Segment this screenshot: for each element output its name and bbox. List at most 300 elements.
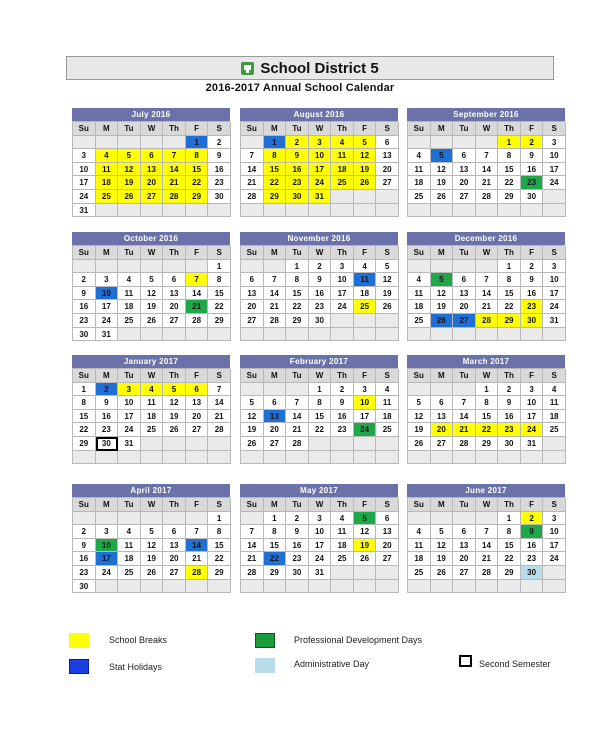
- day-cell: 19: [118, 176, 141, 190]
- day-cell: 25: [354, 300, 377, 314]
- day-cell: 4: [408, 273, 431, 287]
- day-cell: 27: [264, 437, 287, 451]
- empty-cell: [163, 260, 186, 274]
- day-cell: 3: [96, 525, 119, 539]
- day-cell: 9: [521, 525, 544, 539]
- day-cell: 17: [309, 539, 332, 553]
- empty-cell: [286, 580, 309, 594]
- empty-cell: [96, 451, 119, 465]
- day-cell: 21: [264, 300, 287, 314]
- weekday-header: Tu: [286, 122, 309, 136]
- day-cell: 15: [264, 539, 287, 553]
- empty-cell: [431, 328, 454, 342]
- day-cell: 12: [354, 525, 377, 539]
- day-cell: 15: [208, 287, 231, 301]
- weekday-header: Su: [241, 498, 264, 512]
- day-cell: 30: [96, 437, 119, 451]
- day-cell: 7: [208, 383, 231, 397]
- day-cell: 25: [408, 190, 431, 204]
- weekday-header: W: [141, 498, 164, 512]
- weekday-header: Su: [241, 369, 264, 383]
- empty-cell: [476, 260, 499, 274]
- day-cell: 6: [163, 273, 186, 287]
- empty-cell: [163, 580, 186, 594]
- weekday-header: Su: [408, 122, 431, 136]
- empty-cell: [264, 383, 287, 397]
- empty-cell: [96, 260, 119, 274]
- day-cell: 24: [309, 552, 332, 566]
- weekday-header: W: [309, 498, 332, 512]
- empty-cell: [163, 136, 186, 150]
- day-cell: 17: [543, 163, 566, 177]
- day-cell: 24: [96, 566, 119, 580]
- day-cell: 4: [408, 525, 431, 539]
- empty-cell: [186, 512, 209, 526]
- month-block: [407, 232, 565, 341]
- empty-cell: [521, 580, 544, 594]
- day-cell: 31: [309, 566, 332, 580]
- day-cell: 24: [543, 300, 566, 314]
- day-cell: 18: [543, 410, 566, 424]
- day-cell: 26: [141, 566, 164, 580]
- day-cell: 4: [408, 149, 431, 163]
- empty-cell: [431, 260, 454, 274]
- day-cell: 25: [331, 552, 354, 566]
- weekday-header: W: [309, 369, 332, 383]
- day-cell: 29: [476, 437, 499, 451]
- day-cell: 29: [498, 566, 521, 580]
- day-cell: 26: [163, 423, 186, 437]
- day-cell: 31: [521, 437, 544, 451]
- day-cell: 27: [241, 314, 264, 328]
- empty-cell: [309, 204, 332, 218]
- day-cell: 18: [118, 552, 141, 566]
- legend-label-professional-development: Professional Development Days: [294, 635, 423, 645]
- day-cell: 12: [408, 410, 431, 424]
- day-cell: 16: [73, 300, 96, 314]
- day-cell: 19: [163, 410, 186, 424]
- day-cell: 24: [118, 423, 141, 437]
- empty-cell: [286, 451, 309, 465]
- weekday-header: F: [186, 498, 209, 512]
- empty-cell: [543, 580, 566, 594]
- day-cell: 11: [118, 539, 141, 553]
- weekday-header: Tu: [453, 498, 476, 512]
- empty-cell: [331, 580, 354, 594]
- weekday-header: Tu: [453, 122, 476, 136]
- day-cell: 25: [141, 423, 164, 437]
- day-cell: 6: [376, 512, 399, 526]
- empty-cell: [453, 383, 476, 397]
- day-cell: 27: [141, 190, 164, 204]
- month-grid: [240, 368, 398, 464]
- weekday-header: Th: [163, 246, 186, 260]
- day-cell: 24: [309, 176, 332, 190]
- day-cell: 17: [521, 410, 544, 424]
- day-cell: 14: [241, 539, 264, 553]
- weekday-header: F: [354, 498, 377, 512]
- day-cell: 22: [476, 423, 499, 437]
- day-cell: 27: [376, 552, 399, 566]
- day-cell: 16: [309, 287, 332, 301]
- weekday-header: S: [376, 498, 399, 512]
- day-cell: 4: [96, 149, 119, 163]
- day-cell: 19: [431, 176, 454, 190]
- weekday-header: M: [431, 122, 454, 136]
- day-cell: 15: [286, 287, 309, 301]
- weekday-header: S: [376, 369, 399, 383]
- day-cell: 13: [431, 410, 454, 424]
- day-cell: 13: [453, 287, 476, 301]
- day-cell: 1: [498, 512, 521, 526]
- day-cell: 17: [96, 300, 119, 314]
- month-block: [72, 108, 230, 217]
- day-cell: 14: [186, 287, 209, 301]
- day-cell: 14: [186, 539, 209, 553]
- day-cell: 12: [118, 163, 141, 177]
- day-cell: 4: [331, 512, 354, 526]
- day-cell: 6: [186, 383, 209, 397]
- empty-cell: [354, 190, 377, 204]
- day-cell: 6: [163, 525, 186, 539]
- legend-swatch-school-breaks: [69, 633, 89, 648]
- day-cell: 18: [141, 410, 164, 424]
- day-cell: 20: [241, 300, 264, 314]
- day-cell: 2: [286, 512, 309, 526]
- day-cell: 15: [476, 410, 499, 424]
- weekday-header: F: [186, 122, 209, 136]
- day-cell: 28: [286, 437, 309, 451]
- day-cell: 13: [241, 287, 264, 301]
- day-cell: 22: [498, 552, 521, 566]
- day-cell: 31: [96, 328, 119, 342]
- empty-cell: [476, 451, 499, 465]
- empty-cell: [354, 580, 377, 594]
- empty-cell: [543, 451, 566, 465]
- day-cell: 7: [476, 273, 499, 287]
- day-cell: 30: [521, 314, 544, 328]
- day-cell: 7: [186, 525, 209, 539]
- day-cell: 20: [264, 423, 287, 437]
- day-cell: 11: [408, 287, 431, 301]
- month-grid: [407, 121, 565, 217]
- day-cell: 9: [208, 149, 231, 163]
- day-cell: 1: [208, 260, 231, 274]
- empty-cell: [186, 580, 209, 594]
- month-block: [72, 355, 230, 464]
- day-cell: 4: [118, 273, 141, 287]
- empty-cell: [331, 437, 354, 451]
- day-cell: 3: [521, 383, 544, 397]
- empty-cell: [241, 260, 264, 274]
- empty-cell: [208, 204, 231, 218]
- day-cell: 5: [431, 525, 454, 539]
- day-cell: 8: [186, 149, 209, 163]
- empty-cell: [186, 260, 209, 274]
- empty-cell: [241, 580, 264, 594]
- day-cell: 18: [331, 163, 354, 177]
- weekday-header: Su: [73, 498, 96, 512]
- day-cell: 27: [453, 190, 476, 204]
- day-cell: 19: [141, 552, 164, 566]
- day-cell: 15: [498, 163, 521, 177]
- weekday-header: F: [521, 246, 544, 260]
- day-cell: 23: [309, 300, 332, 314]
- day-cell: 23: [521, 552, 544, 566]
- day-cell: 17: [543, 287, 566, 301]
- empty-cell: [354, 451, 377, 465]
- weekday-header: M: [96, 498, 119, 512]
- empty-cell: [376, 328, 399, 342]
- day-cell: 28: [186, 314, 209, 328]
- day-cell: 10: [543, 525, 566, 539]
- empty-cell: [141, 437, 164, 451]
- day-cell: 9: [521, 273, 544, 287]
- legend-label-school-breaks: School Breaks: [109, 635, 168, 645]
- empty-cell: [118, 136, 141, 150]
- empty-cell: [141, 260, 164, 274]
- empty-cell: [96, 204, 119, 218]
- day-cell: 29: [264, 566, 287, 580]
- day-cell: 14: [208, 396, 231, 410]
- day-cell: 3: [73, 149, 96, 163]
- weekday-header: W: [309, 246, 332, 260]
- day-cell: 30: [498, 437, 521, 451]
- weekday-header: Th: [331, 369, 354, 383]
- day-cell: 10: [118, 396, 141, 410]
- month-title: October 2016: [72, 232, 230, 245]
- empty-cell: [453, 204, 476, 218]
- day-cell: 9: [286, 525, 309, 539]
- legend-swatch-stat-holidays: [69, 659, 89, 674]
- day-cell: 19: [376, 287, 399, 301]
- empty-cell: [118, 204, 141, 218]
- month-title: June 2017: [407, 484, 565, 497]
- weekday-header: W: [141, 246, 164, 260]
- day-cell: 26: [354, 176, 377, 190]
- day-cell: 10: [96, 287, 119, 301]
- weekday-header: S: [208, 498, 231, 512]
- day-cell: 28: [163, 190, 186, 204]
- empty-cell: [543, 328, 566, 342]
- legend-label-second-semester: Second Semester: [479, 659, 551, 669]
- empty-cell: [264, 260, 287, 274]
- empty-cell: [163, 328, 186, 342]
- day-cell: 24: [96, 314, 119, 328]
- day-cell: 7: [476, 149, 499, 163]
- day-cell: 10: [521, 396, 544, 410]
- day-cell: 14: [286, 410, 309, 424]
- legend-label-stat-holidays: Stat Holidays: [109, 662, 163, 672]
- empty-cell: [331, 566, 354, 580]
- day-cell: 22: [286, 300, 309, 314]
- day-cell: 13: [163, 287, 186, 301]
- month-block: [240, 232, 398, 341]
- day-cell: 12: [163, 396, 186, 410]
- empty-cell: [331, 328, 354, 342]
- empty-cell: [431, 580, 454, 594]
- weekday-header: M: [96, 369, 119, 383]
- weekday-header: W: [309, 122, 332, 136]
- day-cell: 14: [476, 287, 499, 301]
- day-cell: 17: [73, 176, 96, 190]
- empty-cell: [241, 451, 264, 465]
- day-cell: 21: [476, 300, 499, 314]
- empty-cell: [408, 204, 431, 218]
- weekday-header: M: [431, 498, 454, 512]
- day-cell: 2: [208, 136, 231, 150]
- day-cell: 11: [543, 396, 566, 410]
- day-cell: 11: [408, 539, 431, 553]
- day-cell: 14: [163, 163, 186, 177]
- weekday-header: Th: [331, 246, 354, 260]
- empty-cell: [73, 451, 96, 465]
- day-cell: 10: [543, 149, 566, 163]
- empty-cell: [453, 328, 476, 342]
- day-cell: 13: [376, 149, 399, 163]
- month-block: [72, 232, 230, 341]
- day-cell: 18: [118, 300, 141, 314]
- day-cell: 21: [453, 423, 476, 437]
- day-cell: 6: [241, 273, 264, 287]
- day-cell: 10: [309, 149, 332, 163]
- day-cell: 20: [163, 552, 186, 566]
- day-cell: 21: [163, 176, 186, 190]
- month-block: [407, 355, 565, 464]
- empty-cell: [431, 451, 454, 465]
- day-cell: 18: [331, 539, 354, 553]
- empty-cell: [376, 204, 399, 218]
- day-cell: 1: [264, 136, 287, 150]
- empty-cell: [408, 328, 431, 342]
- day-cell: 5: [431, 273, 454, 287]
- day-cell: 17: [309, 163, 332, 177]
- day-cell: 5: [408, 396, 431, 410]
- day-cell: 14: [476, 539, 499, 553]
- empty-cell: [476, 136, 499, 150]
- day-cell: 11: [96, 163, 119, 177]
- day-cell: 28: [186, 566, 209, 580]
- empty-cell: [431, 512, 454, 526]
- empty-cell: [521, 451, 544, 465]
- day-cell: 27: [453, 314, 476, 328]
- day-cell: 23: [521, 300, 544, 314]
- day-cell: 30: [286, 190, 309, 204]
- empty-cell: [498, 328, 521, 342]
- weekday-header: Su: [241, 246, 264, 260]
- day-cell: 17: [118, 410, 141, 424]
- day-cell: 15: [73, 410, 96, 424]
- month-block: [240, 108, 398, 217]
- day-cell: 7: [264, 273, 287, 287]
- day-cell: 3: [543, 512, 566, 526]
- day-cell: 8: [476, 396, 499, 410]
- day-cell: 8: [286, 273, 309, 287]
- day-cell: 21: [286, 423, 309, 437]
- weekday-header: Th: [331, 498, 354, 512]
- day-cell: 11: [331, 525, 354, 539]
- empty-cell: [163, 204, 186, 218]
- day-cell: 24: [331, 300, 354, 314]
- empty-cell: [96, 512, 119, 526]
- day-cell: 31: [309, 190, 332, 204]
- day-cell: 23: [286, 552, 309, 566]
- empty-cell: [163, 437, 186, 451]
- day-cell: 5: [376, 260, 399, 274]
- day-cell: 2: [96, 383, 119, 397]
- weekday-header: S: [543, 122, 566, 136]
- day-cell: 9: [309, 273, 332, 287]
- empty-cell: [354, 328, 377, 342]
- day-cell: 3: [543, 260, 566, 274]
- day-cell: 5: [354, 512, 377, 526]
- empty-cell: [208, 580, 231, 594]
- day-cell: 21: [208, 410, 231, 424]
- empty-cell: [354, 437, 377, 451]
- day-cell: 13: [186, 396, 209, 410]
- empty-cell: [354, 204, 377, 218]
- empty-cell: [476, 580, 499, 594]
- empty-cell: [264, 451, 287, 465]
- day-cell: 20: [453, 552, 476, 566]
- month-grid: [240, 497, 398, 593]
- empty-cell: [543, 190, 566, 204]
- month-grid: [72, 121, 230, 217]
- empty-cell: [498, 204, 521, 218]
- calendar-subtitle: 2016-2017 Annual School Calendar: [205, 82, 395, 94]
- day-cell: 15: [498, 539, 521, 553]
- empty-cell: [118, 328, 141, 342]
- weekday-header: M: [264, 498, 287, 512]
- month-block: [240, 355, 398, 464]
- day-cell: 25: [408, 314, 431, 328]
- day-cell: 7: [241, 149, 264, 163]
- day-cell: 2: [73, 525, 96, 539]
- month-grid: [407, 245, 565, 341]
- day-cell: 30: [73, 580, 96, 594]
- day-cell: 7: [186, 273, 209, 287]
- day-cell: 8: [208, 525, 231, 539]
- empty-cell: [208, 328, 231, 342]
- day-cell: 16: [73, 552, 96, 566]
- empty-cell: [408, 512, 431, 526]
- day-cell: 2: [73, 273, 96, 287]
- weekday-header: Th: [498, 122, 521, 136]
- weekday-header: Tu: [118, 122, 141, 136]
- day-cell: 5: [431, 149, 454, 163]
- empty-cell: [141, 512, 164, 526]
- day-cell: 19: [241, 423, 264, 437]
- day-cell: 6: [376, 136, 399, 150]
- day-cell: 11: [408, 163, 431, 177]
- weekday-header: Tu: [286, 498, 309, 512]
- day-cell: 15: [498, 287, 521, 301]
- weekday-header: S: [208, 369, 231, 383]
- day-cell: 2: [498, 383, 521, 397]
- day-cell: 15: [264, 163, 287, 177]
- day-cell: 8: [73, 396, 96, 410]
- empty-cell: [309, 437, 332, 451]
- weekday-header: W: [476, 122, 499, 136]
- day-cell: 16: [521, 539, 544, 553]
- day-cell: 3: [309, 512, 332, 526]
- weekday-header: Su: [73, 246, 96, 260]
- empty-cell: [163, 512, 186, 526]
- empty-cell: [543, 437, 566, 451]
- day-cell: 2: [331, 383, 354, 397]
- day-cell: 31: [118, 437, 141, 451]
- day-cell: 17: [96, 552, 119, 566]
